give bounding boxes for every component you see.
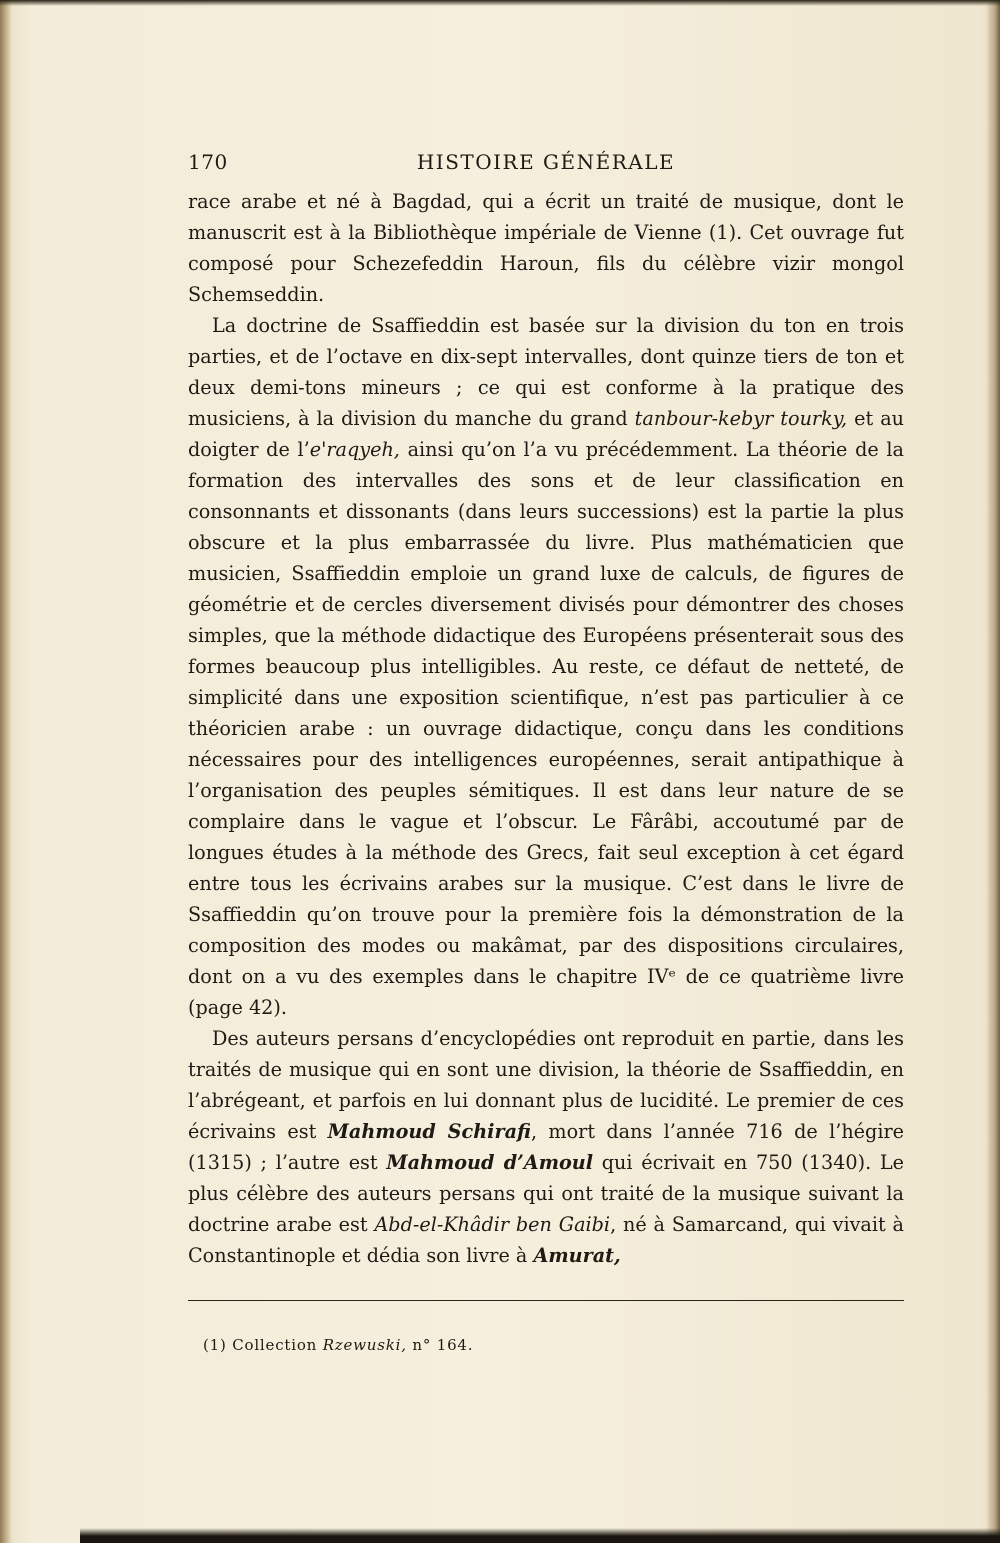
footnote-suffix: n° 164. [406,1336,474,1354]
page-left-edge [0,0,12,1543]
paragraph [188,186,904,310]
footnote-prefix: (1) Collection [203,1336,323,1354]
page-top-edge [0,0,1000,6]
text-run: , mort dans l’année 716 de l’hégire (1315) ; l’autre est [188,1120,904,1174]
running-title: HISTOIRE GÉNÉRALE [416,150,676,174]
text-run: Des auteurs persans d’encyclopédies ont reproduit en partie, dans les traités de musique qui en sont une division, la théorie de Ssaffieddin, en l’abrégeant, et parfois en lui donnant plus de lucidité. Le premier de ces écrivains est [188,1027,904,1143]
body-text [188,186,904,1271]
running-header [188,150,904,180]
page-bottom-edge [80,1528,1000,1543]
paragraph [188,1023,904,1271]
italic-term: Abd-el-Khâdir ben Gaibi [374,1213,611,1236]
emphasized-name: Mahmoud d’Amoul [386,1151,594,1174]
footnote-name: Rzewuski, [322,1336,407,1354]
emphasized-name: Mahmoud Schirafi [327,1120,531,1143]
text-run: , né à Samarcand, qui vivait à Constantinople et dédia son livre à [188,1213,905,1267]
footnote-rule [188,1300,904,1301]
paragraph [188,310,904,1023]
text-run: race arabe et né à Bagdad, qui a écrit un traité de musique, dont le manuscrit est à la Bibliothèque impériale de Vienne (1). Cet ouvrage fut composé pour Schezefeddin Haroun, fils du célèbre vizir mongol Schemseddin. [188,190,904,306]
text-run: La doctrine de Ssaffieddin est basée sur la division du ton en trois parties, et de l’octave en dix-sept intervalles, dont quinze tiers de ton et deux demi-tons mineurs ; ce qui est conforme à la pratique des musiciens, à la division du manche du grand [188,314,904,430]
text-run: qui écrivait en 750 (1340). Le plus célèbre des auteurs persans qui ont traité de la musique suivant la doctrine arabe est [188,1151,904,1236]
page-number: 170 [188,150,228,174]
italic-term: tanbour-kebyr tourky, [634,407,848,430]
page-right-edge [986,0,1000,1543]
italic-term: e'raqyeh, [309,438,400,461]
footnote [203,1336,903,1354]
emphasized-name: Amurat, [533,1244,621,1267]
text-run: et au doigter de l’ [188,407,904,461]
text-run: ainsi qu’on l’a vu précédemment. La théorie de la formation des intervalles des sons et de leur classification en consonnants et dissonants (dans leurs successions) est la partie la plus obscure et la plus embarrassée du livre. Plus mathématicien que musicien, Ssaffieddin emploie un grand luxe de calculs, de figures de géométrie et de cercles diversement divisés pour démontrer des choses simples, que la méthode didactique des Européens présenterait sous des formes beaucoup plus intelligibles. Au reste, ce défaut de netteté, de simplicité dans une exposition scientifique, n’est pas particulier à ce théoricien arabe : un ouvrage didactique, conçu dans les conditions nécessaires pour des intelligences européennes, serait antipathique à l’organisation des peuples sémitiques. Il est dans leur nature de se complaire dans le vague et l’obscur. Le Fârâbi, accoutumé par de longues études à la méthode des Grecs, fait seul exception à cet égard entre tous les écrivains arabes sur la musique. C’est dans le livre de Ssaffieddin qu’on trouve pour la première fois la démonstration de la composition des modes ou makâmat, par des dispositions circulaires, dont on a vu des exemples dans le chapitre IVᵉ de ce quatrième livre (page 42). [188,438,904,1019]
